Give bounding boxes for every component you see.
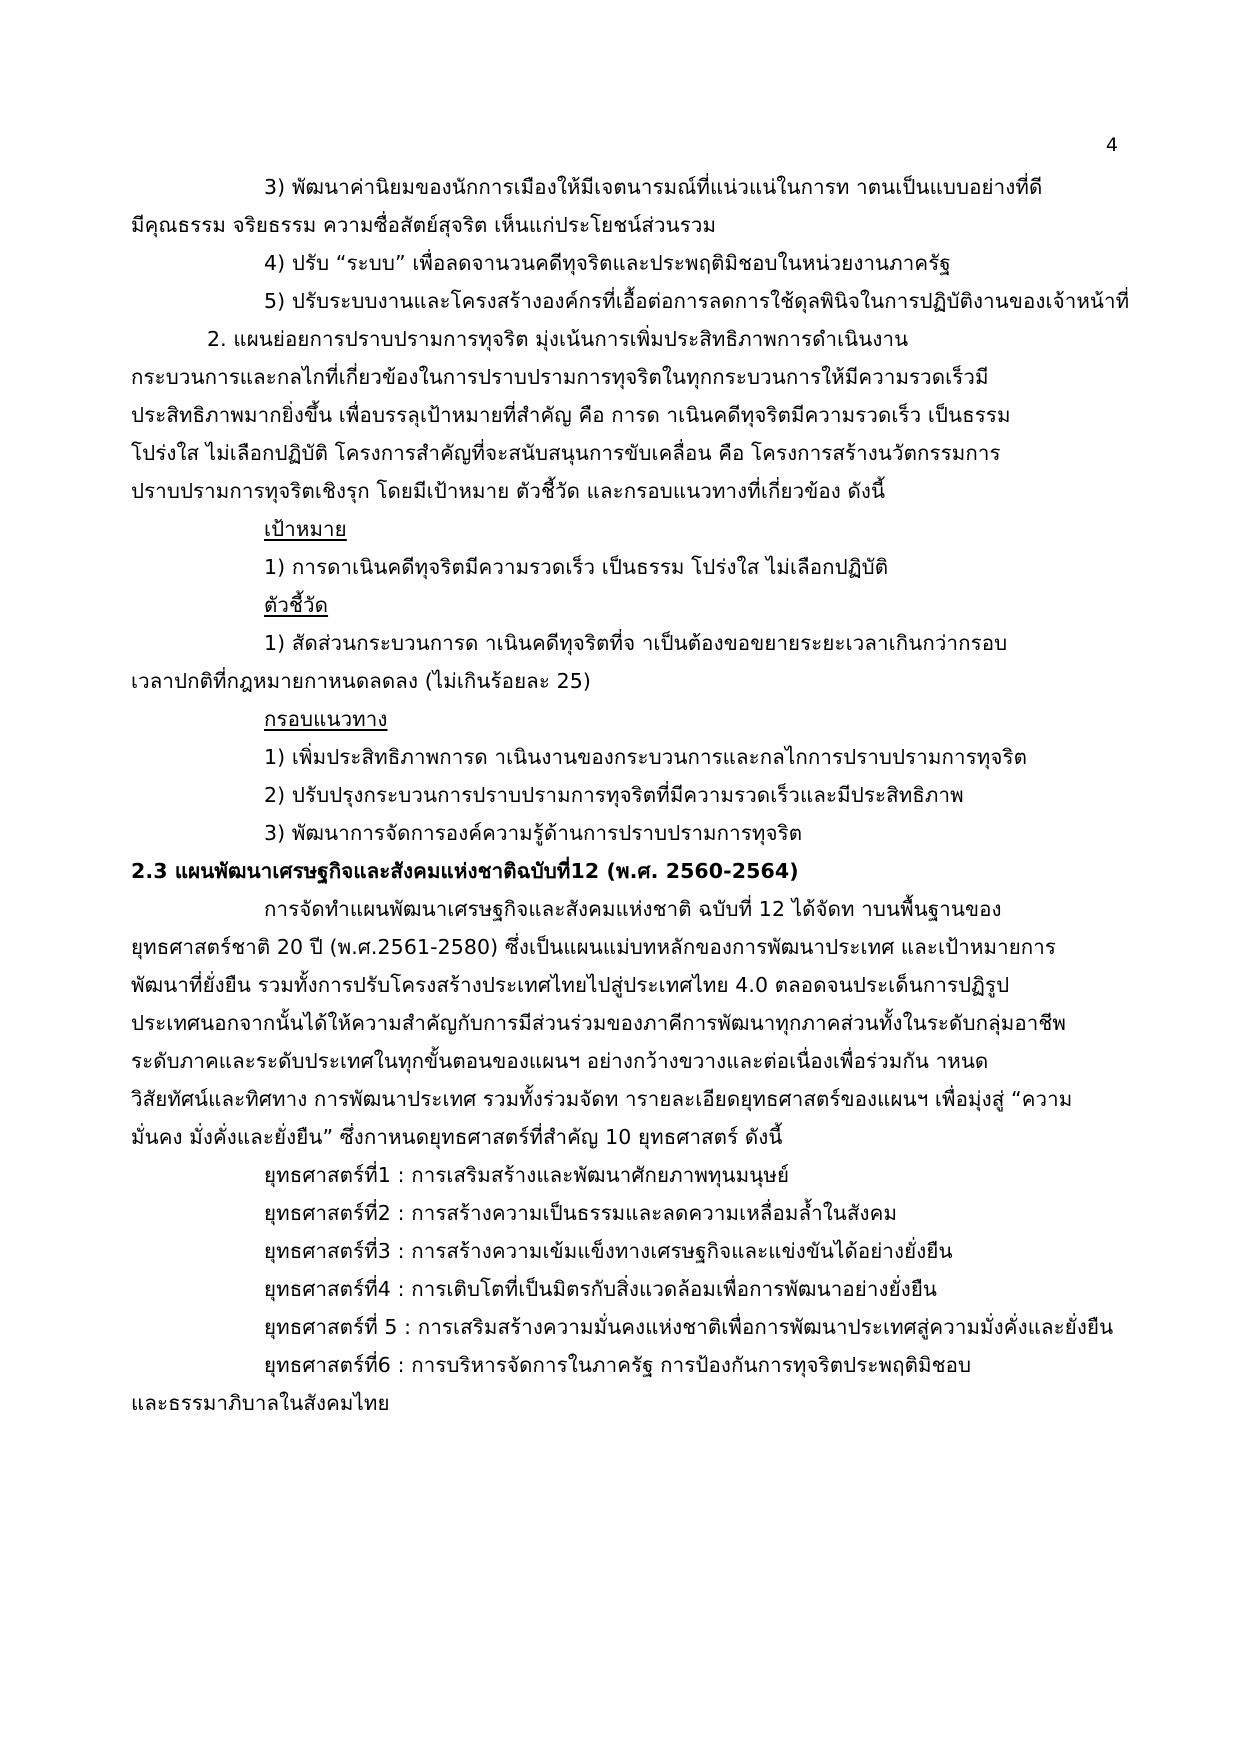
paragraph-line: ประสิทธิภาพมากยิ่งขึ้น เพื่อบรรลุเป้าหมายที่สำคัญ คือ การด าเนินคดีทุจริตมีความรวดเร็ว เป็นธรรม [131, 403, 1011, 427]
paragraph-line: ยุทธศาสตร์ชาติ 20 ปี (พ.ศ.2561-2580) ซึ่งเป็นแผนแม่บทหลักของการพัฒนาประเทศ และเป้าหมายการ [131, 935, 1057, 959]
paragraph-line [131, 510, 999, 548]
paragraph-line: วิสัยทัศน์และทิศทาง การพัฒนาประเทศ รวมทั้งร่วมจัดท ารายละเอียดยุทธศาสตร์ของแผนฯ เพื่อมุ่งสู่ “ความ [131, 1087, 1073, 1111]
page-number: 4 [1105, 134, 1118, 156]
paragraph-line: ระดับภาคและระดับประเทศในทุกขั้นตอนของแผนฯ อย่างกว้างขวางและต่อเนื่องเพื่อร่วมกัน าหนด [131, 1049, 989, 1073]
document-body [131, 168, 1130, 1422]
underlined-label: เป้าหมาย [264, 517, 347, 541]
paragraph-line [131, 700, 999, 738]
underlined-label: ตัวชี้วัด [264, 593, 329, 617]
paragraph-line: 2. แผนย่อยการปราบปรามการทุจริต มุ่งเน้นการเพิ่มประสิทธิภาพการดำเนินงาน [207, 327, 909, 351]
paragraph-line: พัฒนาที่ยั่งยืน รวมทั้งการปรับโครงสร้างประเทศไทยไปสู่ประเทศไทย 4.0 ตลอดจนประเด็นการปฏิรูป [131, 973, 1010, 997]
paragraph-line: 1) เพิ่มประสิทธิภาพการด าเนินงานของกระบวนการและกลไกการปราบปรามการทุจริต [264, 745, 1027, 769]
paragraph-line [131, 586, 999, 624]
underlined-label: กรอบแนวทาง [264, 707, 388, 731]
paragraph-line: 1) การดาเนินคดีทุจริตมีความรวดเร็ว เป็นธรรม โปร่งใส ไม่เลือกปฏิบัติ [264, 555, 889, 579]
section-heading: 2.3 แผนพัฒนาเศรษฐกิจและสังคมแห่งชาติฉบับที่12 (พ.ศ. 2560-2564) [131, 859, 799, 883]
paragraph-line: โปร่งใส ไม่เลือกปฏิบัติ โครงการสำคัญที่จะสนับสนุนการขับเคลื่อน คือ โครงการสร้างนวัตกรรมการ [131, 441, 1001, 465]
paragraph-line: ยุทธศาสตร์ที่2 : การสร้างความเป็นธรรมและลดความเหลื่อมล้ำในสังคม [264, 1201, 898, 1225]
paragraph-line: ยุทธศาสตร์ที่1 : การเสริมสร้างและพัฒนาศักยภาพทุนมนุษย์ [264, 1163, 790, 1187]
paragraph-line: เวลาปกติที่กฎหมายกาหนดลดลง (ไม่เกินร้อยละ 25) [131, 669, 591, 693]
paragraph-line: 1) สัดส่วนกระบวนการด าเนินคดีทุจริตที่จ าเป็นต้องขอขยายระยะเวลาเกินกว่ากรอบ [264, 631, 1008, 655]
paragraph-line: ยุทธศาสตร์ที่4 : การเติบโตที่เป็นมิตรกับสิ่งแวดล้อมเพื่อการพัฒนาอย่างยั่งยืน [264, 1277, 938, 1301]
paragraph-line: มั่นคง มั่งคั่งและยั่งยืน” ซึ่งกาหนดยุทธศาสตร์ที่สำคัญ 10 ยุทธศาสตร์ ดังนี้ [131, 1125, 783, 1149]
paragraph-line: ยุทธศาสตร์ที่ 5 : การเสริมสร้างความมั่นคงแห่งชาติเพื่อการพัฒนาประเทศสู่ความมั่งคั่งและยั่งยืน [264, 1315, 1114, 1339]
paragraph-line: ประเทศนอกจากนั้นได้ให้ความสำคัญกับการมีส่วนร่วมของภาคีการพัฒนาทุกภาคส่วนทั้งในระดับกลุ่มอาชีพ [131, 1011, 1067, 1035]
paragraph-line: 5) ปรับระบบงานและโครงสร้างองค์กรที่เอื้อต่อการลดการใช้ดุลพินิจในการปฏิบัติงานของเจ้าหน้าที่ [264, 289, 1130, 313]
paragraph-line: และธรรมาภิบาลในสังคมไทย [131, 1391, 390, 1415]
paragraph-line: ยุทธศาสตร์ที่3 : การสร้างความเข้มแข็งทางเศรษฐกิจและแข่งขันได้อย่างยั่งยืน [264, 1239, 953, 1263]
paragraph-line: มีคุณธรรม จริยธรรม ความซื่อสัตย์สุจริต เห็นแก่ประโยชน์ส่วนรวม [131, 213, 717, 237]
paragraph-line: 3) พัฒนาค่านิยมของนักการเมืองให้มีเจตนารมณ์ที่แน่วแน่ในการท าตนเป็นแบบอย่างที่ดี [264, 175, 1043, 199]
paragraph-line: กระบวนการและกลไกที่เกี่ยวข้องในการปราบปรามการทุจริตในทุกกระบวนการให้มีความรวดเร็วมี [131, 365, 989, 389]
paragraph-line: ปราบปรามการทุจริตเชิงรุก โดยมีเป้าหมาย ตัวชี้วัด และกรอบแนวทางที่เกี่ยวข้อง ดังนี้ [131, 479, 886, 503]
paragraph-line: ยุทธศาสตร์ที่6 : การบริหารจัดการในภาครัฐ การป้องกันการทุจริตประพฤติมิชอบ [264, 1353, 972, 1377]
paragraph-line: 3) พัฒนาการจัดการองค์ความรู้ด้านการปราบปรามการทุจริต [264, 821, 803, 845]
paragraph-line: 4) ปรับ “ระบบ” เพื่อลดจานวนคดีทุจริตและประพฤติมิชอบในหน่วยงานภาครัฐ [264, 251, 951, 275]
paragraph-line: การจัดทำแผนพัฒนาเศรษฐกิจและสังคมแห่งชาติ ฉบับที่ 12 ได้จัดท าบนพื้นฐานของ [264, 897, 1002, 921]
paragraph-line: 2) ปรับปรุงกระบวนการปราบปรามการทุจริตที่มีความรวดเร็วและมีประสิทธิภาพ [264, 783, 964, 807]
